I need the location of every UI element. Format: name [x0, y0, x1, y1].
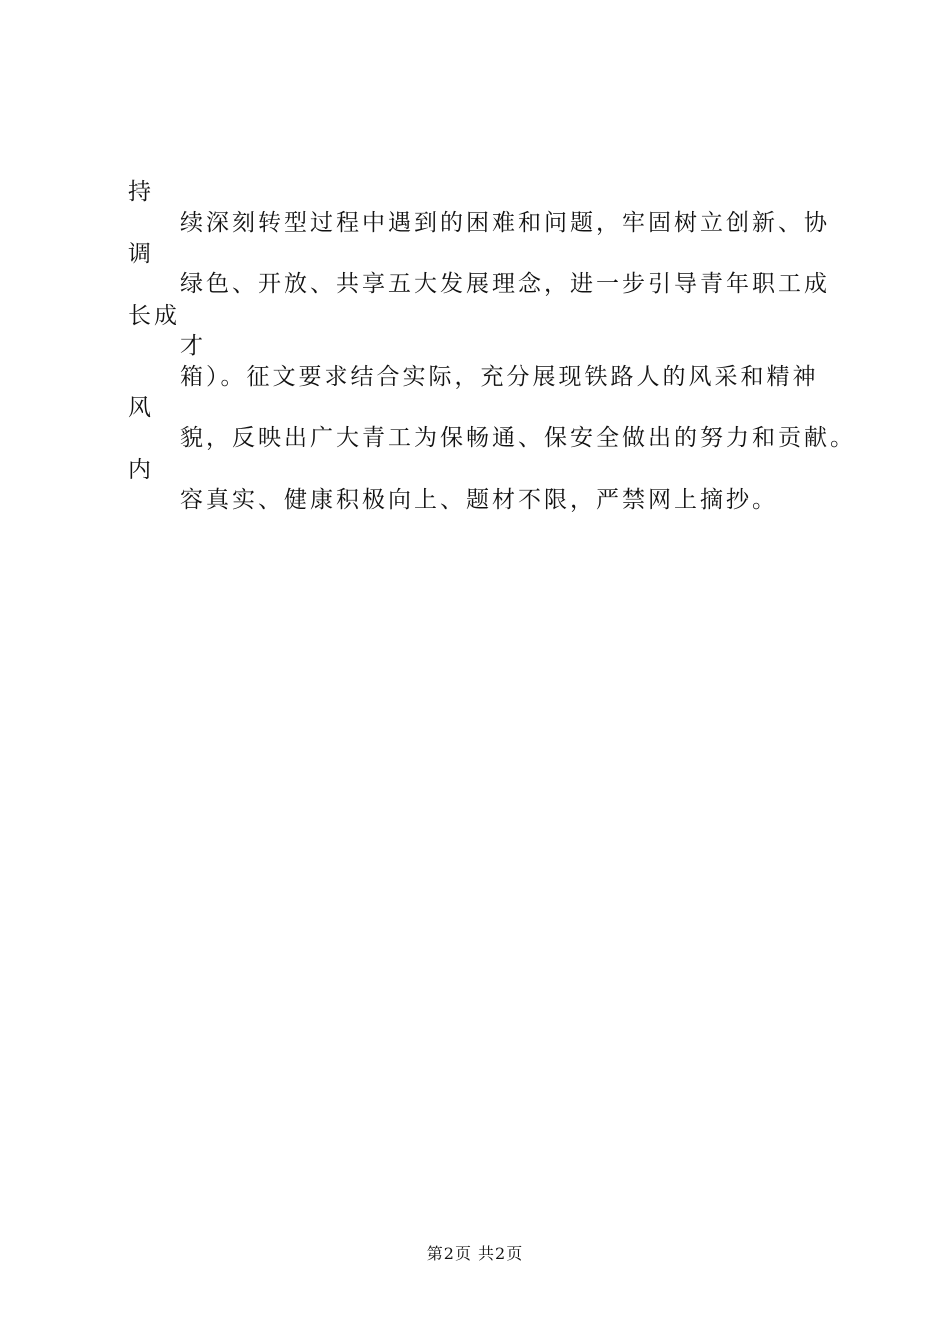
text-line-3: 调 [128, 241, 154, 267]
text-line-7: 箱）。征文要求结合实际，充分展现铁路人的风采和精神 [180, 364, 819, 390]
page-footer: 第2页 共2页 [426, 1244, 524, 1263]
text-line-8: 风 [128, 395, 154, 421]
text-line-10: 内 [128, 457, 154, 483]
text-line-1: 持 [128, 179, 154, 205]
text-line-4: 绿色、开放、共享五大发展理念，进一步引导青年职工成 [180, 271, 830, 297]
text-line-11: 容真实、健康积极向上、题材不限，严禁网上摘抄。 [180, 487, 778, 513]
text-line-6: 才 [180, 333, 206, 359]
text-line-5: 长成 [128, 303, 180, 329]
text-line-9: 貌，反映出广大青工为保畅通、保安全做出的努力和贡献。 [180, 425, 856, 451]
text-line-2: 续深刻转型过程中遇到的困难和问题，牢固树立创新、协 [180, 210, 830, 236]
